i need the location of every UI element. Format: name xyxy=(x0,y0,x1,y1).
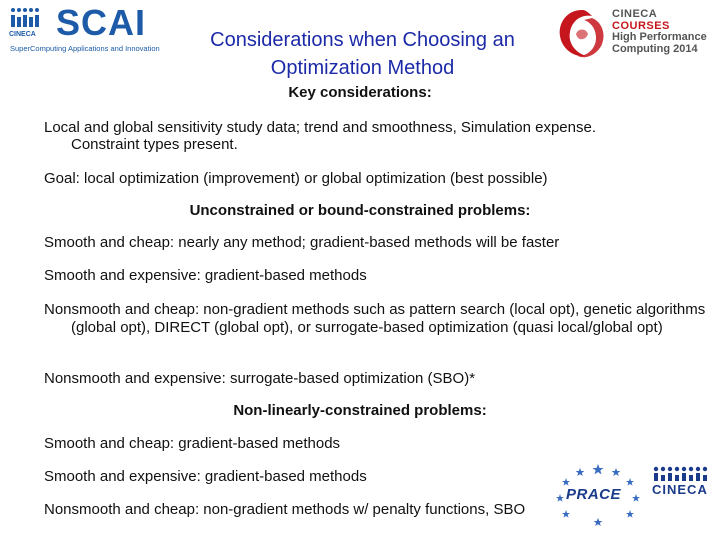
key-text-line-1: Local and global sensitivity study data; trend and smoothness, Simulation expense. xyxy=(44,119,596,136)
title-line-2: Optimization Method xyxy=(270,57,455,79)
list-item: Smooth and cheap: gradient-based methods xyxy=(44,435,341,452)
list-item: Smooth and cheap: nearly any method; gradient-based methods will be faster xyxy=(44,234,560,251)
swirl-logo-icon xyxy=(556,6,608,62)
hpc-logo-text xyxy=(612,9,707,55)
nonlinear-heading: Non-linearly-constrained problems: xyxy=(233,402,487,419)
scai-logo-text: SCAI xyxy=(56,2,147,43)
key-considerations-heading: Key considerations: xyxy=(288,84,432,101)
scai-logo xyxy=(6,4,176,56)
cineca-dots-icon xyxy=(650,466,716,482)
list-item: Smooth and expensive: gradient-based methods xyxy=(44,267,367,284)
list-item: Nonsmooth and cheap: non-gradient methods such as pattern search (local opt), genetic algorithms (global opt), DIRECT (global opt), or surrogate-based optimization (quasi local/global opt) xyxy=(44,301,706,336)
hpc-line-4: Computing 2014 xyxy=(612,42,698,55)
page-title xyxy=(170,26,555,82)
hpc-course-logo xyxy=(556,4,716,68)
key-text-line-2: Constraint types present. xyxy=(71,136,238,153)
unconstrained-heading: Unconstrained or bound-constrained problems: xyxy=(189,202,531,219)
list-item: Nonsmooth and cheap: non-gradient methods w/ penalty functions, SBO xyxy=(44,501,526,518)
list-item: Nonsmooth and expensive: surrogate-based optimization (SBO)* xyxy=(44,370,476,387)
hpc-line-2: COURSES xyxy=(612,19,670,32)
cineca-logo xyxy=(650,466,716,526)
goal-text: Goal: local optimization (improvement) or global optimization (best possible) xyxy=(44,170,548,187)
list-item: Smooth and expensive: gradient-based methods xyxy=(44,468,367,485)
title-line-1: Considerations when Choosing an xyxy=(210,29,515,51)
hpc-line-1: CINECA xyxy=(612,8,658,20)
scai-subtitle: SuperComputing Applications and Innovation xyxy=(10,44,160,53)
hpc-line-3: High Performance xyxy=(612,31,707,43)
scai-small-brand: CINECA xyxy=(9,31,36,38)
prace-logo xyxy=(552,462,644,528)
prace-logo-text: PRACE xyxy=(566,486,622,503)
cineca-logo-text: CINECA xyxy=(652,482,708,497)
cineca-dots-icon xyxy=(8,6,50,38)
